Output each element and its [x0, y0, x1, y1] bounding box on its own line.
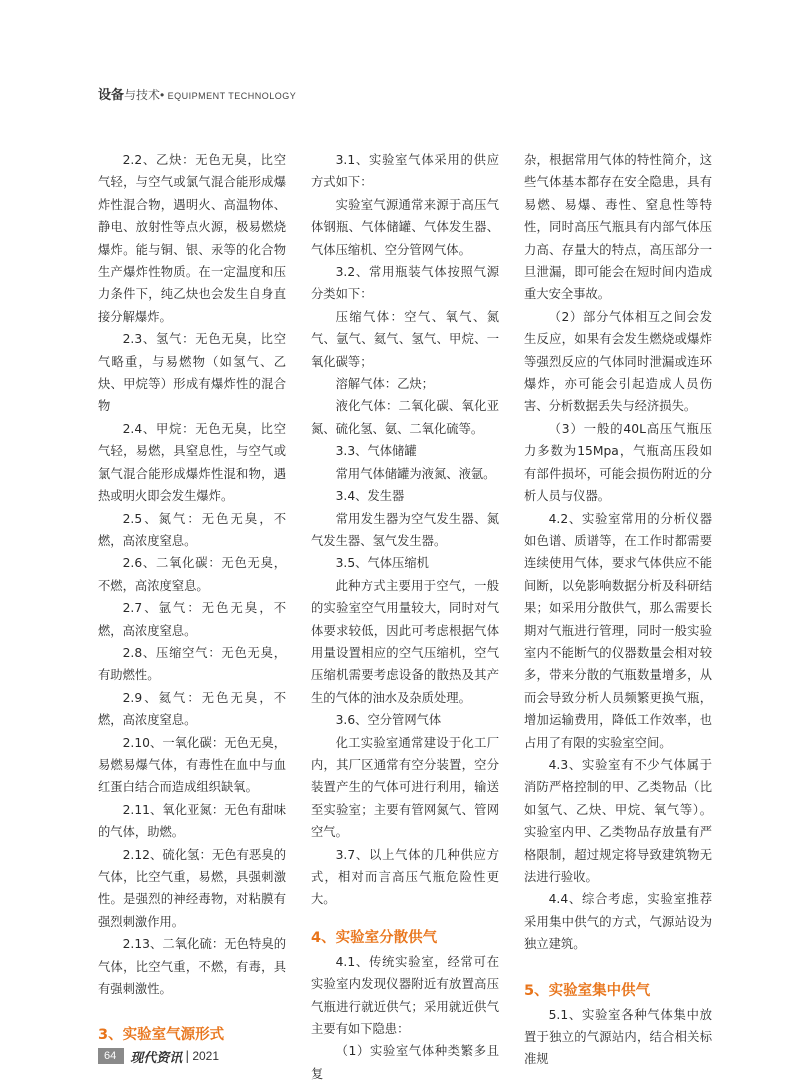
column-1 — [98, 149, 286, 1048]
paragraph: 3.5、气体压缩机 — [335, 556, 429, 571]
paragraph: 2.2、乙炔：无色无臭，比空气轻，与空气或氯气混合能形成爆炸性混合物，遇明火、高温物体、静电、放射性等点火源，极易燃烧爆炸。能与铜、银、汞等的化合物生产爆炸性物质。在一定温度和压力条件下，纯乙炔也会发生自身直接分解爆炸。 — [98, 153, 286, 324]
paragraph: 实验室气源通常来源于高压气体钢瓶、气体储罐、气体发生器、气体压缩机、空分管网气体。 — [311, 197, 499, 257]
paragraph: 2.4、甲烷：无色无臭，比空气轻，易燃，具窒息性，与空气或氯气混合能形成爆炸性混和物，遇热或明火即会发生爆炸。 — [98, 421, 286, 504]
paragraph: 3.6、空分管网气体 — [335, 713, 442, 728]
issue-year: 2021 — [192, 1049, 220, 1063]
paragraph: （3）一般的40L高压气瓶压力多数为15Mpa，气瓶高压段如有部件损坏，可能会损伤附近的分析人员与仪器。 — [524, 421, 712, 504]
paragraph: 3.3、气体储罐 — [335, 444, 417, 459]
paragraph: 5.1、实验室各种气体集中放置于独立的气源站内，结合相关标准规 — [524, 1007, 712, 1067]
page-footer — [98, 1045, 219, 1067]
paragraph: 4.2、实验室常用的分析仪器如色谱、质谱等，在工作时都需要连续使用气体，要求气体供应不能间断，以免影响数据分析及科研结果；如采用分散供气，那么需要长期对气瓶进行管理，同时一般实验室内不能断气的仪器数量会相对较多，带来分散的气瓶数量增多，从而会导致分析人员频繁更换气瓶，增加运输费用，降低工作效率，也占用了有限的实验室空间。 — [524, 511, 712, 750]
paragraph: 2.13、二氧化硫：无色特臭的气体，比空气重，不燃，有毒，具有强刺激性。 — [98, 937, 286, 997]
paragraph: 常用发生器为空气发生器、氮气发生器、氢气发生器。 — [311, 511, 499, 548]
running-header — [98, 84, 296, 103]
paragraph: 此种方式主要用于空气，一般的实验室空气用量较大，同时对气体要求较低，因此可考虑根据气体用量设置相应的空气压缩机，空气压缩机需要考虑设备的散热及其产生的气体的油水及杂质处理。 — [311, 578, 499, 705]
column-3 — [524, 149, 712, 1071]
paragraph: 杂，根据常用气体的特性简介，这些气体基本都存在安全隐患，具有易燃、易爆、毒性、窒息性等特性，同时高压气瓶具有内部气体压力高、存量大的特点，高压部分一旦泄漏，即可能会在短时间内造成重大安全事故。 — [524, 153, 712, 302]
header-section-bold: 设备 — [98, 88, 125, 103]
footer-separator: | — [185, 1049, 190, 1063]
paragraph: 2.8、压缩空气：无色无臭，有助燃性。 — [98, 645, 286, 683]
section-heading-3: 3、实验室气源形式 — [98, 1027, 225, 1044]
paragraph: 压缩气体：空气、氧气、氮气、氩气、氦气、氢气、甲烷、一氧化碳等； — [311, 309, 499, 369]
paragraph: 2.12、硫化氢：无色有恶臭的气体，比空气重，易燃，具强刺激性。是强烈的神经毒物，对粘膜有强烈刺激作用。 — [98, 847, 286, 929]
section-heading-5: 5、实验室集中供气 — [524, 982, 651, 999]
header-english: EQUIPMENT TECHNOLOGY — [167, 91, 297, 101]
column-2 — [311, 149, 499, 1085]
paragraph: （1）实验室气体种类繁多且复 — [311, 1044, 499, 1081]
paragraph: 液化气体：二氧化碳、氧化亚氮、硫化氢、氨、二氧化硫等。 — [311, 399, 499, 436]
paragraph: 2.5、氮气：无色无臭，不燃，高浓度窒息。 — [98, 511, 286, 548]
paragraph: （2）部分气体相互之间会发生反应，如果有会发生燃烧或爆炸等强烈反应的气体同时泄漏或连环爆炸，亦可能会引起造成人员伤害、分析数据丢失与经济损失。 — [524, 309, 712, 414]
paragraph: 2.6、二氧化碳：无色无臭，不燃，高浓度窒息。 — [98, 556, 286, 593]
paragraph: 3.2、常用瓶装气体按照气源分类如下： — [311, 265, 499, 302]
paragraph: 2.11、氧化亚氮：无色有甜味的气体，助燃。 — [98, 802, 286, 840]
paragraph: 2.3、氢气：无色无臭，比空气略重，与易燃物（如氢气、乙炔、甲烷等）形成有爆炸性的混合物 — [98, 332, 286, 414]
paragraph: 3.7、以上气体的几种供应方式，相对而言高压气瓶危险性更大。 — [311, 847, 499, 907]
paragraph: 溶解气体：乙炔； — [335, 377, 434, 392]
page-number: 64 — [98, 1048, 124, 1064]
paragraph: 2.9、氦气：无色无臭，不燃，高浓度窒息。 — [98, 690, 286, 728]
header-section-rest: 与技术• — [124, 88, 165, 102]
paragraph: 常用气体储罐为液氮、液氩。 — [335, 466, 496, 481]
paragraph: 化工实验室通常建设于化工厂内，其厂区通常有空分装置，空分装置产生的气体可进行利用，输送至实验室；主要有管网氮气、管网空气。 — [311, 735, 499, 840]
paragraph: 3.4、发生器 — [335, 489, 405, 504]
paragraph: 4.4、综合考虑，实验室推荐采用集中供气的方式，气源站设为独立建筑。 — [524, 892, 712, 952]
paragraph: 4.3、实验室有不少气体属于消防严格控制的甲、乙类物品（比如氢气、乙炔、甲烷、氧气等）。实验室内甲、乙类物品存放量有严格限制，超过规定将导致建筑物无法进行验收。 — [524, 757, 712, 884]
magazine-title: 现代资讯 — [130, 1050, 183, 1066]
section-heading-4: 4、实验室分散供气 — [311, 929, 438, 946]
paragraph: 2.7、氩气：无色无臭，不燃，高浓度窒息。 — [98, 601, 286, 638]
paragraph: 4.1、传统实验室，经常可在实验室内发现仪器附近有放置高压气瓶进行就近供气；采用就近供气主要有如下隐患： — [311, 954, 499, 1037]
paragraph: 2.10、一氧化碳：无色无臭，易燃易爆气体，有毒性在血中与血红蛋白结合而造成组织缺氧。 — [98, 735, 286, 795]
paragraph: 3.1、实验室气体采用的供应方式如下： — [311, 153, 499, 190]
